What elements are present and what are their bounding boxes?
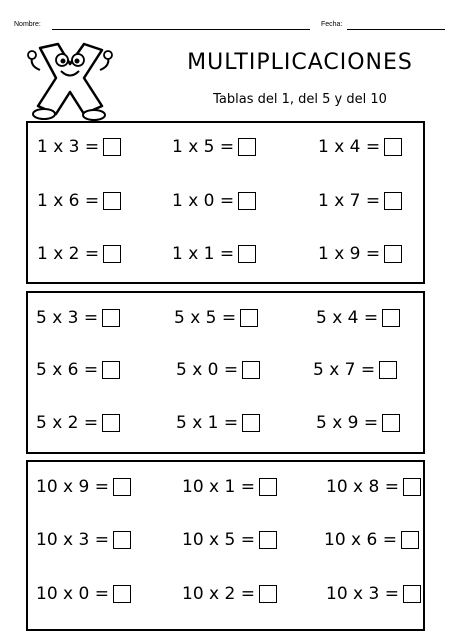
exercise-row [28,408,423,438]
exercise [318,132,402,162]
date-label: Fecha: [321,21,343,28]
answer-box[interactable] [238,138,256,156]
section-table-5 [26,291,425,454]
exercise-label: 10 x 3 = [36,530,109,550]
exercise [36,525,131,555]
answer-box[interactable] [113,531,131,549]
exercise [326,579,421,609]
answer-box[interactable] [238,245,256,263]
exercise [172,186,256,216]
exercise [172,239,256,269]
exercise [316,303,400,333]
exercise [37,186,121,216]
answer-box[interactable] [113,585,131,603]
exercise-row [28,186,423,216]
exercise [324,525,419,555]
exercise-label: 1 x 0 = [172,191,235,211]
answer-box[interactable] [384,138,402,156]
exercise-label: 5 x 0 = [176,360,239,380]
answer-box[interactable] [238,192,256,210]
exercise [176,408,260,438]
answer-box[interactable] [403,478,421,496]
exercise-label: 10 x 3 = [326,584,399,604]
answer-box[interactable] [384,245,402,263]
answer-box[interactable] [401,531,419,549]
answer-box[interactable] [259,478,277,496]
exercise-label: 5 x 1 = [176,413,239,433]
name-field[interactable] [52,29,310,30]
answer-box[interactable] [382,309,400,327]
answer-box[interactable] [103,138,121,156]
exercise [36,303,120,333]
header [14,21,439,35]
answer-box[interactable] [102,309,120,327]
exercise [37,239,121,269]
answer-box[interactable] [103,192,121,210]
answer-box[interactable] [403,585,421,603]
exercise [316,408,400,438]
section-table-10 [26,460,425,631]
exercise [174,303,258,333]
exercise [326,472,421,502]
answer-box[interactable] [259,585,277,603]
exercise [313,355,397,385]
exercise [182,579,277,609]
exercise [36,355,120,385]
exercise [172,132,256,162]
name-label: Nombre: [14,21,41,28]
exercise-row [28,355,423,385]
exercise-label: 5 x 6 = [36,360,99,380]
exercise-label: 1 x 2 = [37,244,100,264]
exercise-label: 1 x 6 = [37,191,100,211]
answer-box[interactable] [259,531,277,549]
exercise-label: 5 x 2 = [36,413,99,433]
answer-box[interactable] [242,361,260,379]
exercise-label: 1 x 1 = [172,244,235,264]
section-table-1 [26,121,425,284]
exercise-label: 10 x 1 = [182,477,255,497]
exercise-label: 5 x 7 = [313,360,376,380]
answer-box[interactable] [102,414,120,432]
exercise-label: 1 x 4 = [318,137,381,157]
exercise-label: 10 x 0 = [36,584,109,604]
answer-box[interactable] [382,414,400,432]
exercise-label: 1 x 3 = [37,137,100,157]
exercise-label: 5 x 3 = [36,308,99,328]
exercise [36,472,131,502]
answer-box[interactable] [102,361,120,379]
answer-box[interactable] [240,309,258,327]
exercise-label: 10 x 9 = [36,477,109,497]
exercise-row [28,472,423,502]
multiplication-mascot-icon [26,40,114,122]
exercise-label: 10 x 8 = [326,477,399,497]
exercise-label: 5 x 9 = [316,413,379,433]
exercise-label: 5 x 4 = [316,308,379,328]
exercise-label: 1 x 9 = [318,244,381,264]
exercise-label: 10 x 6 = [324,530,397,550]
exercise [318,239,402,269]
answer-box[interactable] [242,414,260,432]
exercise-label: 5 x 5 = [174,308,237,328]
answer-box[interactable] [103,245,121,263]
exercise-row [28,525,423,555]
exercise [318,186,402,216]
answer-box[interactable] [384,192,402,210]
exercise-label: 1 x 7 = [318,191,381,211]
exercise-label: 1 x 5 = [172,137,235,157]
exercise [182,525,277,555]
page-title: MULTIPLICACIONES [187,50,413,75]
exercise [182,472,277,502]
exercise [36,579,131,609]
exercise [37,132,121,162]
exercise [36,408,120,438]
exercise-row [28,132,423,162]
answer-box[interactable] [379,361,397,379]
answer-box[interactable] [113,478,131,496]
exercise-label: 10 x 2 = [182,584,255,604]
exercise-label: 10 x 5 = [182,530,255,550]
exercise-row [28,239,423,269]
date-field[interactable] [347,29,445,30]
page-subtitle: Tablas del 1, del 5 y del 10 [213,92,387,107]
exercise-row [28,303,423,333]
exercise-row [28,579,423,609]
exercise [176,355,260,385]
